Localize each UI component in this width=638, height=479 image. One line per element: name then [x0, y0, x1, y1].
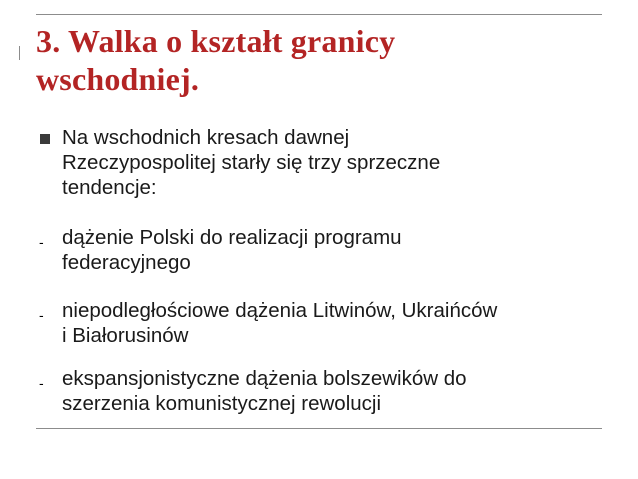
bottom-rule [36, 428, 602, 429]
item-text-line: dążenie Polski do realizacji programu [62, 226, 402, 249]
dash-marker: - [39, 234, 44, 250]
square-bullet-icon [40, 134, 50, 144]
dash-marker: - [39, 375, 44, 391]
bullet-text-line: Na wschodnich kresach dawnej [62, 126, 350, 149]
item-text-line: federacyjnego [62, 251, 191, 274]
dash-item-text-3 [62, 366, 622, 416]
dash-item-text-1 [62, 225, 622, 275]
title-line-2: wschodniej. [36, 61, 200, 97]
bullet-text-line: tendencje: [62, 176, 157, 199]
dash-marker: - [39, 307, 44, 323]
bullet-text-line: Rzeczypospolitej starły się trzy sprzeczne [62, 151, 441, 174]
item-text-line: niepodległościowe dążenia Litwinów, Ukraińców [62, 299, 498, 322]
dash-item-text-2 [62, 298, 622, 348]
item-text-line: ekspansjonistyczne dążenia bolszewików do [62, 367, 467, 390]
title-line-1: 3. Walka o kształt granicy [36, 23, 396, 59]
bullet-text-intro [62, 125, 622, 200]
item-text-line: szerzenia komunistycznej rewolucji [62, 392, 382, 415]
item-text-line: i Białorusinów [62, 324, 189, 347]
